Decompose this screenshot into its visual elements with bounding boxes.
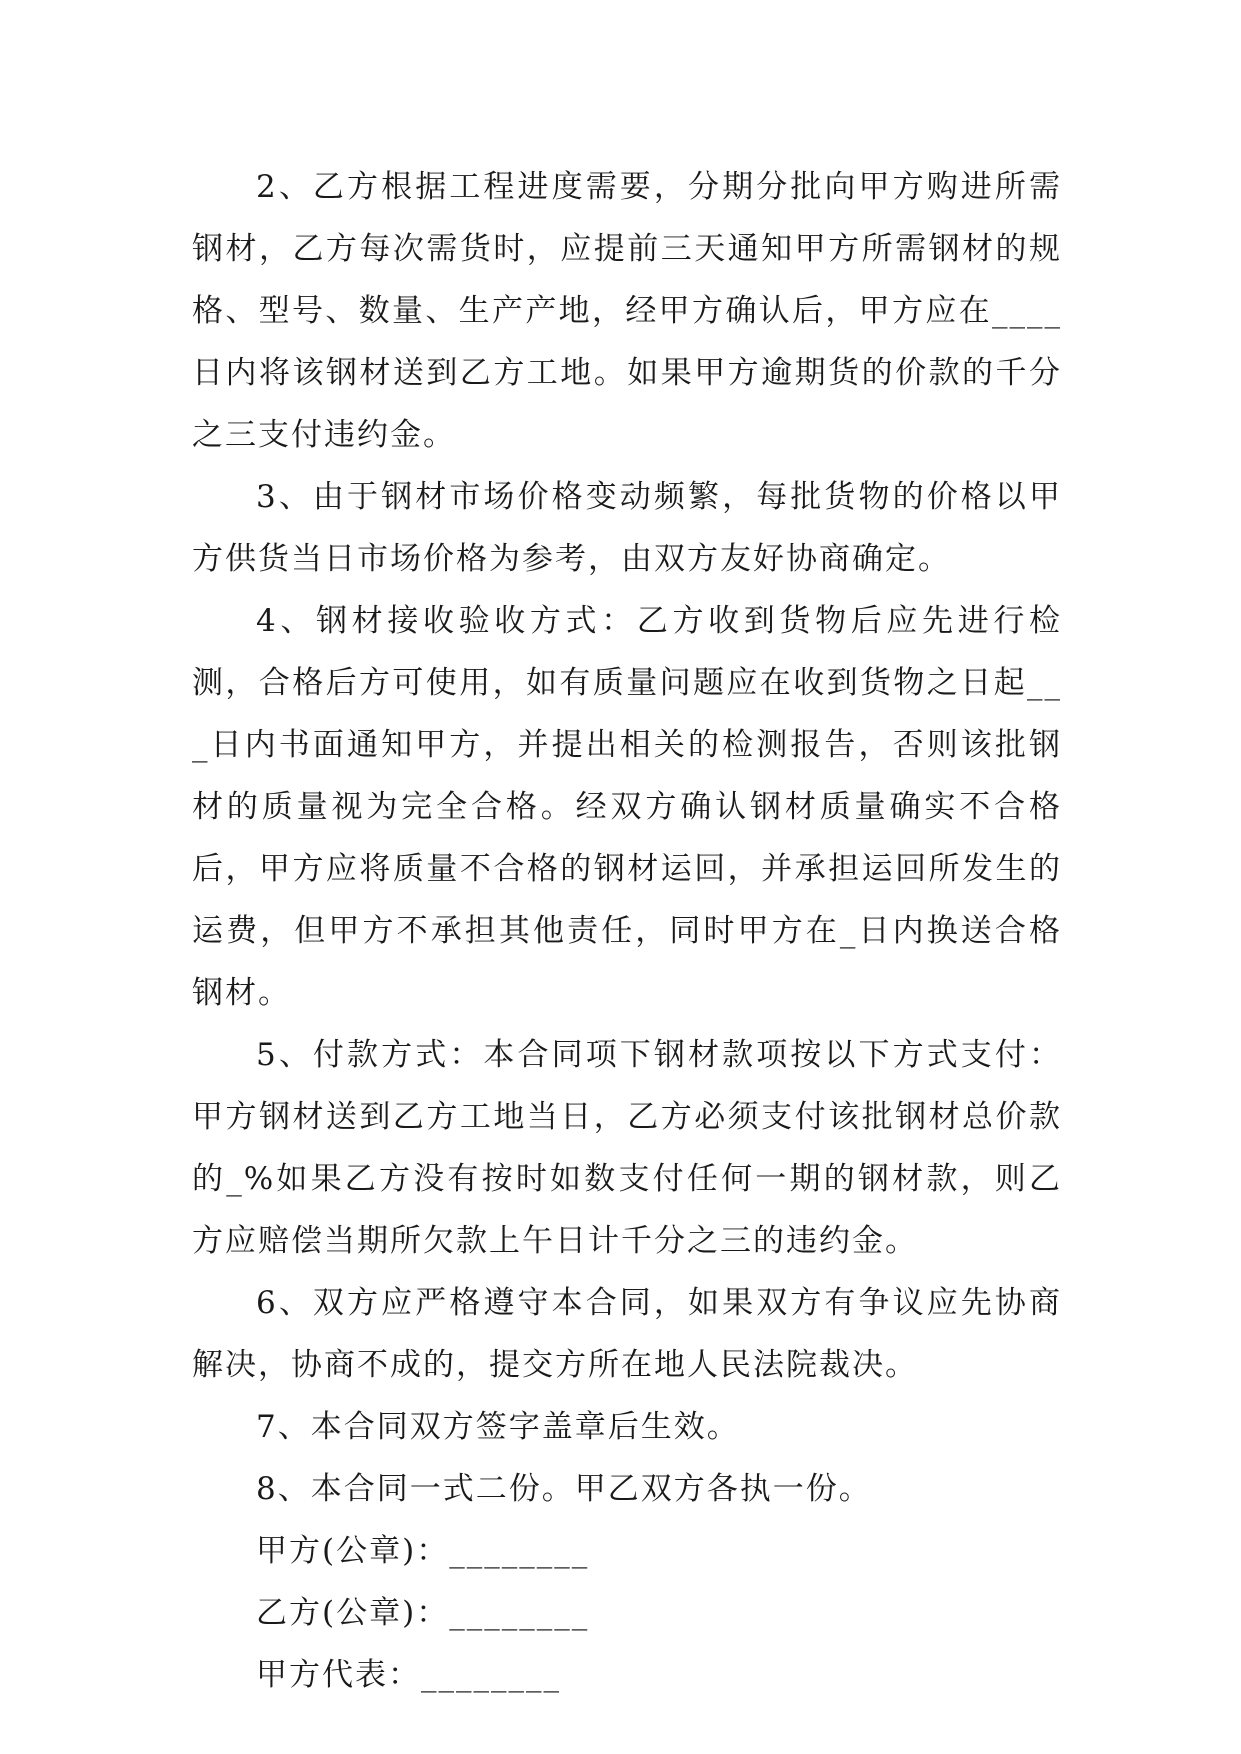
clause-8: 8、本合同一式二份。甲乙双方各执一份。 [256, 1471, 872, 1507]
clause-7: 7、本合同双方签字盖章后生效。 [256, 1409, 740, 1445]
clause-5: 5、付款方式：本合同项下钢材款项按以下方式支付：甲方钢材送到乙方工地当日，乙方必须支付该批钢材总价款的_%如果乙方没有按时如数支付任何一期的钢材款，则乙方应赔偿当期所欠款上午日计千分之三的违约金。 [192, 1037, 1062, 1259]
clause-2: 2、乙方根据工程进度需要，分期分批向甲方购进所需钢材，乙方每次需货时，应提前三天通知甲方所需钢材的规格、型号、数量、生产产地，经甲方确认后，甲方应在____日内将该钢材送到乙方工地。如果甲方逾期货的价款的千分之三支付违约金。 [192, 169, 1062, 453]
party-b-seal-line: 乙方(公章)：________ [256, 1595, 590, 1631]
party-a-representative-line: 甲方代表：________ [256, 1657, 561, 1693]
clause-6: 6、双方应严格遵守本合同，如果双方有争议应先协商解决，协商不成的，提交方所在地人民法院裁决。 [192, 1285, 1062, 1383]
contract-page [192, 156, 1062, 1706]
clause-3: 3、由于钢材市场价格变动频繁，每批货物的价格以甲方供货当日市场价格为参考，由双方友好协商确定。 [192, 479, 1062, 577]
party-a-seal-line: 甲方(公章)：________ [256, 1533, 590, 1569]
clause-4: 4、钢材接收验收方式：乙方收到货物后应先进行检测，合格后方可使用，如有质量问题应在收到货物之日起___日内书面通知甲方，并提出相关的检测报告，否则该批钢材的质量视为完全合格。经双方确认钢材质量确实不合格后，甲方应将质量不合格的钢材运回，并承担运回所发生的运费，但甲方不承担其他责任，同时甲方在_日内换送合格钢材。 [192, 603, 1062, 1011]
